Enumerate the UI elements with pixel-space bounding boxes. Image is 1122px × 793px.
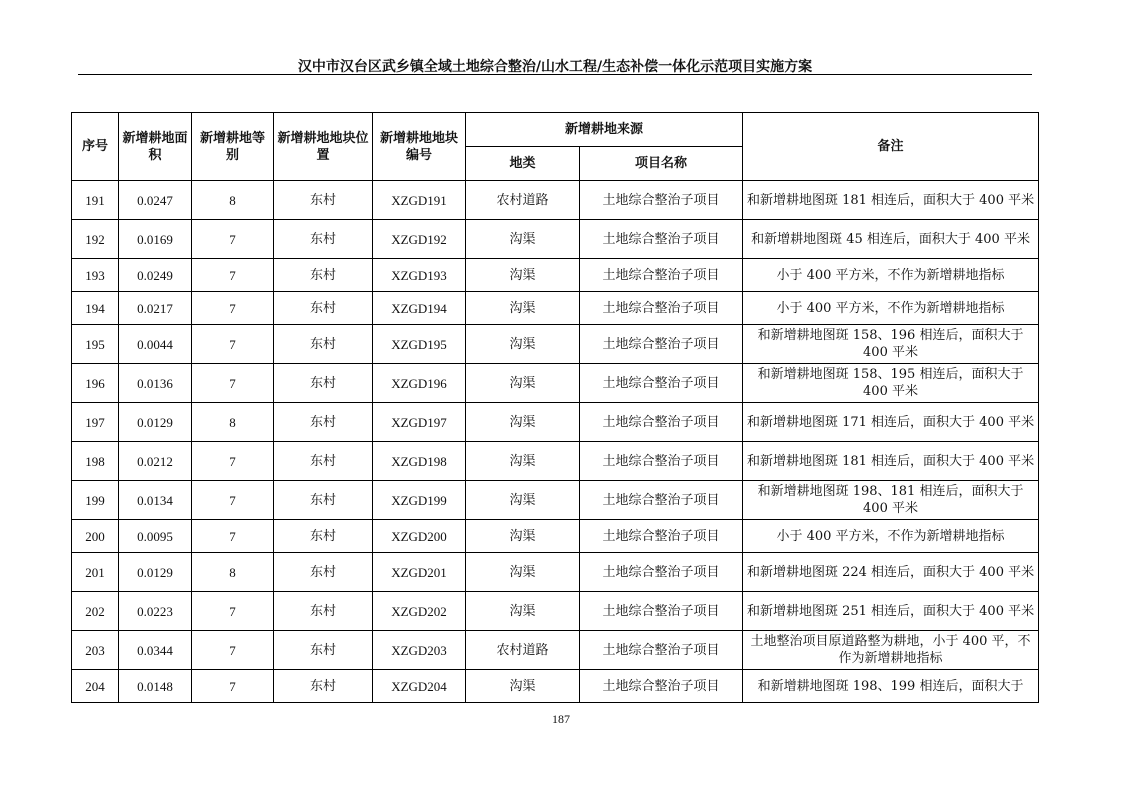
cell-land-type: 沟渠	[466, 403, 580, 442]
table-row	[72, 442, 1039, 481]
cell-project: 土地综合整治子项目	[580, 631, 743, 670]
page-number: 187	[552, 712, 570, 726]
cell-seq: 203	[72, 631, 119, 670]
header-grade: 新增耕地等别	[192, 113, 274, 181]
cell-grade: 7	[192, 481, 274, 520]
cell-area: 0.0223	[119, 592, 192, 631]
cell-grade: 7	[192, 442, 274, 481]
cell-location: 东村	[274, 442, 373, 481]
cell-code: XZGD198	[373, 442, 466, 481]
cell-seq: 202	[72, 592, 119, 631]
cell-area: 0.0217	[119, 292, 192, 325]
cell-remark: 和新增耕地图斑 158、195 相连后，面积大于 400 平米	[743, 364, 1039, 403]
cell-land-type: 沟渠	[466, 220, 580, 259]
cell-grade: 7	[192, 631, 274, 670]
cell-seq: 196	[72, 364, 119, 403]
cell-remark: 和新增耕地图斑 251 相连后，面积大于 400 平米	[743, 592, 1039, 631]
cell-land-type: 沟渠	[466, 553, 580, 592]
cell-project: 土地综合整治子项目	[580, 670, 743, 703]
cell-area: 0.0169	[119, 220, 192, 259]
cell-code: XZGD202	[373, 592, 466, 631]
cell-code: XZGD201	[373, 553, 466, 592]
table-row	[72, 364, 1039, 403]
cell-area: 0.0129	[119, 403, 192, 442]
cell-code: XZGD192	[373, 220, 466, 259]
cell-grade: 8	[192, 403, 274, 442]
cell-project: 土地综合整治子项目	[580, 364, 743, 403]
cell-grade: 7	[192, 220, 274, 259]
table-row	[72, 553, 1039, 592]
cell-code: XZGD193	[373, 259, 466, 292]
cell-code: XZGD191	[373, 181, 466, 220]
cell-grade: 7	[192, 592, 274, 631]
cell-land-type: 沟渠	[466, 325, 580, 364]
header-remark: 备注	[743, 113, 1039, 181]
cell-land-type: 沟渠	[466, 481, 580, 520]
cell-area: 0.0344	[119, 631, 192, 670]
cell-code: XZGD204	[373, 670, 466, 703]
cell-project: 土地综合整治子项目	[580, 181, 743, 220]
cell-location: 东村	[274, 364, 373, 403]
header-source-group: 新增耕地来源	[466, 113, 743, 147]
cell-code: XZGD197	[373, 403, 466, 442]
cell-remark: 小于 400 平方米，不作为新增耕地指标	[743, 259, 1039, 292]
header-location: 新增耕地地块位置	[274, 113, 373, 181]
cell-location: 东村	[274, 325, 373, 364]
cell-area: 0.0134	[119, 481, 192, 520]
header-area: 新增耕地面积	[119, 113, 192, 181]
cell-location: 东村	[274, 631, 373, 670]
cell-location: 东村	[274, 520, 373, 553]
cell-project: 土地综合整治子项目	[580, 520, 743, 553]
cell-area: 0.0129	[119, 553, 192, 592]
header-project-name: 项目名称	[580, 147, 743, 181]
cell-remark: 和新增耕地图斑 181 相连后，面积大于 400 平米	[743, 442, 1039, 481]
cell-code: XZGD203	[373, 631, 466, 670]
cell-area: 0.0249	[119, 259, 192, 292]
table-row	[72, 292, 1039, 325]
cell-land-type: 农村道路	[466, 631, 580, 670]
table-row	[72, 631, 1039, 670]
table-row	[72, 592, 1039, 631]
cell-seq: 199	[72, 481, 119, 520]
new-farmland-table	[71, 112, 1039, 703]
cell-seq: 195	[72, 325, 119, 364]
cell-remark: 和新增耕地图斑 158、196 相连后，面积大于 400 平米	[743, 325, 1039, 364]
cell-remark: 和新增耕地图斑 198、181 相连后，面积大于 400 平米	[743, 481, 1039, 520]
header-land-type: 地类	[466, 147, 580, 181]
cell-land-type: 沟渠	[466, 520, 580, 553]
cell-grade: 7	[192, 292, 274, 325]
cell-seq: 197	[72, 403, 119, 442]
cell-remark: 和新增耕地图斑 224 相连后，面积大于 400 平米	[743, 553, 1039, 592]
cell-project: 土地综合整治子项目	[580, 481, 743, 520]
cell-grade: 7	[192, 670, 274, 703]
cell-location: 东村	[274, 181, 373, 220]
cell-location: 东村	[274, 553, 373, 592]
cell-location: 东村	[274, 292, 373, 325]
cell-location: 东村	[274, 592, 373, 631]
cell-remark: 土地整治项目原道路整为耕地，小于 400 平，不作为新增耕地指标	[743, 631, 1039, 670]
cell-grade: 8	[192, 181, 274, 220]
table-row	[72, 220, 1039, 259]
cell-code: XZGD196	[373, 364, 466, 403]
cell-location: 东村	[274, 481, 373, 520]
cell-project: 土地综合整治子项目	[580, 259, 743, 292]
cell-area: 0.0212	[119, 442, 192, 481]
cell-area: 0.0136	[119, 364, 192, 403]
cell-area: 0.0148	[119, 670, 192, 703]
cell-grade: 7	[192, 520, 274, 553]
cell-remark: 和新增耕地图斑 198、199 相连后，面积大于	[743, 670, 1039, 703]
cell-seq: 194	[72, 292, 119, 325]
cell-remark: 和新增耕地图斑 171 相连后，面积大于 400 平米	[743, 403, 1039, 442]
table-row	[72, 481, 1039, 520]
cell-seq: 198	[72, 442, 119, 481]
cell-seq: 192	[72, 220, 119, 259]
cell-land-type: 沟渠	[466, 442, 580, 481]
cell-seq: 200	[72, 520, 119, 553]
table-row	[72, 520, 1039, 553]
table-row	[72, 670, 1039, 703]
cell-land-type: 沟渠	[466, 259, 580, 292]
cell-land-type: 沟渠	[466, 670, 580, 703]
cell-remark: 小于 400 平方米，不作为新增耕地指标	[743, 292, 1039, 325]
cell-area: 0.0095	[119, 520, 192, 553]
cell-code: XZGD199	[373, 481, 466, 520]
cell-grade: 7	[192, 364, 274, 403]
cell-project: 土地综合整治子项目	[580, 442, 743, 481]
cell-seq: 193	[72, 259, 119, 292]
cell-grade: 7	[192, 325, 274, 364]
cell-project: 土地综合整治子项目	[580, 592, 743, 631]
cell-seq: 201	[72, 553, 119, 592]
table-row	[72, 259, 1039, 292]
cell-code: XZGD195	[373, 325, 466, 364]
cell-grade: 7	[192, 259, 274, 292]
cell-seq: 191	[72, 181, 119, 220]
cell-location: 东村	[274, 259, 373, 292]
cell-land-type: 沟渠	[466, 364, 580, 403]
cell-project: 土地综合整治子项目	[580, 325, 743, 364]
cell-code: XZGD194	[373, 292, 466, 325]
header-divider	[78, 74, 1032, 75]
cell-location: 东村	[274, 670, 373, 703]
header-code: 新增耕地地块编号	[373, 113, 466, 181]
header-seq: 序号	[72, 113, 119, 181]
cell-remark: 小于 400 平方米，不作为新增耕地指标	[743, 520, 1039, 553]
table-row	[72, 181, 1039, 220]
cell-code: XZGD200	[373, 520, 466, 553]
cell-project: 土地综合整治子项目	[580, 220, 743, 259]
cell-land-type: 沟渠	[466, 292, 580, 325]
cell-area: 0.0044	[119, 325, 192, 364]
cell-project: 土地综合整治子项目	[580, 403, 743, 442]
cell-location: 东村	[274, 220, 373, 259]
cell-project: 土地综合整治子项目	[580, 292, 743, 325]
cell-area: 0.0247	[119, 181, 192, 220]
cell-remark: 和新增耕地图斑 45 相连后，面积大于 400 平米	[743, 220, 1039, 259]
document-header-title: 汉中市汉台区武乡镇全域土地综合整治/山水工程/生态补偿一体化示范项目实施方案	[297, 59, 813, 75]
cell-seq: 204	[72, 670, 119, 703]
cell-land-type: 农村道路	[466, 181, 580, 220]
cell-grade: 8	[192, 553, 274, 592]
table-row	[72, 325, 1039, 364]
cell-remark: 和新增耕地图斑 181 相连后，面积大于 400 平米	[743, 181, 1039, 220]
cell-land-type: 沟渠	[466, 592, 580, 631]
cell-location: 东村	[274, 403, 373, 442]
cell-project: 土地综合整治子项目	[580, 553, 743, 592]
table-row	[72, 403, 1039, 442]
